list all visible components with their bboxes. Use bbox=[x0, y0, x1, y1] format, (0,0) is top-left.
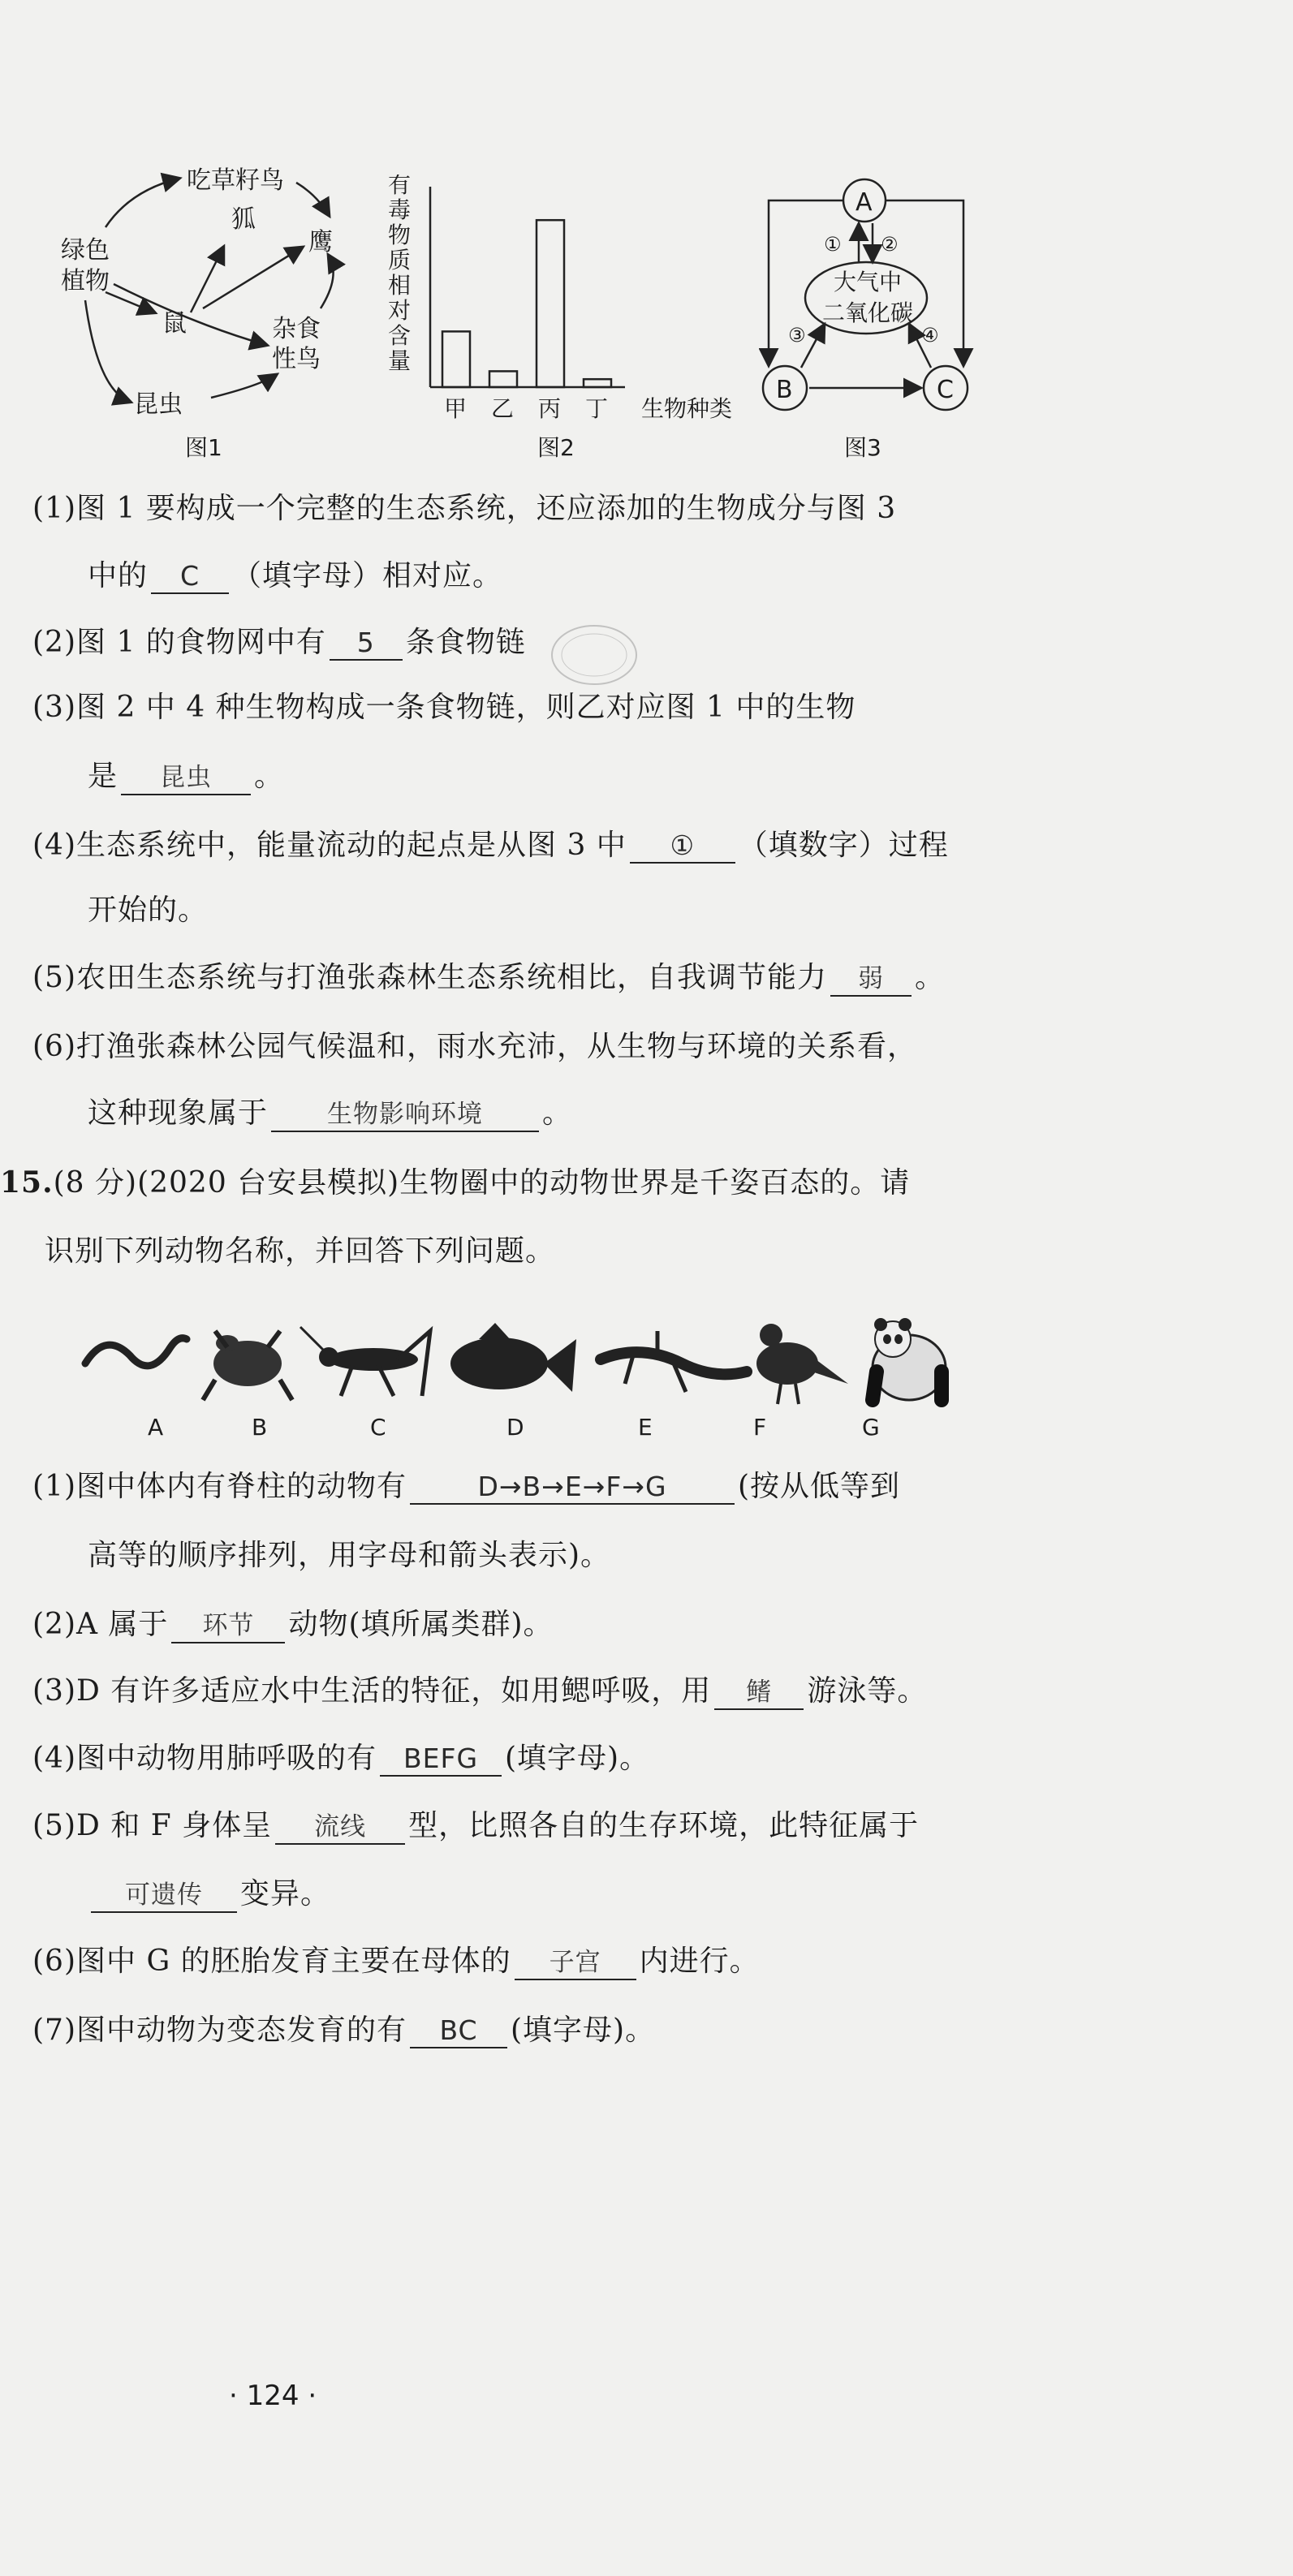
animal-label-f: F bbox=[753, 1414, 767, 1441]
q14-p4-text-a: (4)生态系统中，能量流动的起点是从图 3 中 bbox=[32, 829, 627, 862]
node-hawk: 鹰 bbox=[308, 228, 333, 256]
label-process-4: ④ bbox=[921, 324, 939, 347]
q15-p3-text-b: 游泳等。 bbox=[807, 1674, 928, 1708]
q14-p6-text-c: 。 bbox=[542, 1096, 573, 1130]
q15-p2-text-b: 动物(填所属类群)。 bbox=[288, 1608, 554, 1641]
node-omnivore-1: 杂食 bbox=[272, 315, 321, 343]
node-mouse: 鼠 bbox=[162, 309, 187, 338]
chart-category-label: 乙 bbox=[491, 395, 515, 422]
figure-1-food-web bbox=[49, 154, 373, 438]
q15-p5-answer2: 可遗传 bbox=[91, 1879, 237, 1913]
q15-p2-text-a: (2)A 属于 bbox=[32, 1608, 169, 1641]
q14-part6-line2 bbox=[88, 1096, 572, 1132]
label-process-2: ② bbox=[881, 233, 899, 256]
q15-p7-text-b: (填字母)。 bbox=[511, 2014, 656, 2047]
q15-part3 bbox=[32, 1674, 927, 1710]
q15-p3-answer: 鳍 bbox=[714, 1676, 804, 1710]
q14-p2-text-b: 条食物链 bbox=[405, 626, 526, 659]
salamander-icon bbox=[601, 1331, 747, 1392]
q15-intro-b: 识别下列动物名称，并回答下列问题。 bbox=[45, 1234, 556, 1268]
q15-p6-text-b: 内进行。 bbox=[639, 1945, 760, 1978]
animal-label-a: A bbox=[148, 1414, 164, 1441]
q15-p7-text-a: (7)图中动物为变态发育的有 bbox=[32, 2014, 407, 2047]
node-plants-2: 植物 bbox=[61, 267, 110, 295]
q14-p5-text-a: (5)农田生态系统与打渔张森林生态系统相比，自我调节能力 bbox=[32, 961, 827, 994]
pigeon-icon bbox=[756, 1324, 848, 1404]
figure-3-caption: 图3 bbox=[844, 434, 881, 461]
chart-ylabel-char: 物 bbox=[388, 222, 412, 248]
figure-1-caption: 图1 bbox=[185, 434, 222, 461]
node-plants-1: 绿色 bbox=[61, 236, 110, 265]
chart-xlabel: 生物种类 bbox=[641, 395, 733, 422]
q14-p1-answer: C bbox=[151, 560, 229, 594]
chart-bar bbox=[584, 379, 611, 387]
q14-p4-answer: ① bbox=[630, 829, 735, 864]
figure-2-bar-chart bbox=[381, 174, 787, 434]
animal-label-e: E bbox=[638, 1414, 653, 1441]
q14-part3-line2 bbox=[88, 759, 284, 795]
q14-p3-text-c: 。 bbox=[254, 760, 285, 793]
q15-p6-text-a: (6)图中 G 的胚胎发育主要在母体的 bbox=[32, 1945, 511, 1978]
q15-part7 bbox=[32, 2013, 655, 2048]
grasshopper-icon bbox=[300, 1327, 430, 1396]
chart-category-label: 甲 bbox=[444, 395, 468, 422]
q15-p2-answer: 环节 bbox=[171, 1609, 285, 1643]
q14-p3-answer: 昆虫 bbox=[121, 761, 251, 795]
q15-p1-answer: D→B→E→F→G bbox=[410, 1471, 735, 1505]
q15-part5-line2 bbox=[88, 1876, 330, 1913]
animal-silhouettes bbox=[73, 1315, 950, 1412]
q14-part6-line1 bbox=[32, 1029, 917, 1065]
node-fox: 狐 bbox=[231, 205, 256, 234]
q15-part5-line1 bbox=[32, 1808, 919, 1845]
q15-p1-text-a: (1)图中体内有脊柱的动物有 bbox=[32, 1470, 407, 1503]
q15-p1-text-b: (按从低等到 bbox=[738, 1470, 901, 1503]
q14-p1-text-a: (1)图 1 要构成一个完整的生态系统，还应添加的生物成分与图 3 bbox=[32, 492, 897, 525]
q15-part1-line1 bbox=[32, 1469, 900, 1505]
q14-part5 bbox=[32, 960, 945, 997]
q14-part3-line1 bbox=[32, 690, 856, 726]
animal-label-d: D bbox=[506, 1414, 524, 1441]
q15-p5-answer: 流线 bbox=[275, 1811, 405, 1845]
figure-2-caption: 图2 bbox=[537, 434, 575, 461]
q15-part6 bbox=[32, 1944, 760, 1980]
q14-p4-text-b: （填数字）过程 bbox=[738, 829, 949, 862]
frog-icon bbox=[203, 1331, 292, 1400]
node-insect: 昆虫 bbox=[134, 390, 183, 419]
q15-part1-line2 bbox=[88, 1538, 610, 1574]
chart-ylabel bbox=[388, 174, 411, 374]
q14-p6-text-a: (6)打渔张森林公园气候温和，雨水充沛，从生物与环境的关系看， bbox=[32, 1030, 917, 1063]
animal-images bbox=[73, 1315, 950, 1412]
q14-p3-text-b: 是 bbox=[88, 760, 119, 793]
chart-bar bbox=[537, 220, 564, 387]
chart-ylabel-char: 对 bbox=[388, 297, 412, 324]
q15-p7-answer: BC bbox=[410, 2014, 507, 2048]
q15-p4-text-a: (4)图中动物用肺呼吸的有 bbox=[32, 1742, 377, 1775]
chart-ylabel-char: 毒 bbox=[388, 196, 412, 223]
chart-ylabel-char: 相 bbox=[388, 272, 412, 299]
q15-intro-line2 bbox=[45, 1234, 555, 1269]
earthworm-icon bbox=[85, 1338, 187, 1366]
panda-icon bbox=[873, 1318, 946, 1400]
q14-part4-line2 bbox=[88, 893, 208, 928]
chart-ylabel-char: 量 bbox=[388, 347, 412, 374]
q15-p3-text-a: (3)D 有许多适应水中生活的特征，如用鳃呼吸，用 bbox=[32, 1674, 712, 1708]
node-bird: 吃草籽鸟 bbox=[187, 166, 284, 195]
q15-p4-answer: BEFG bbox=[380, 1742, 502, 1777]
page-number: · 124 · bbox=[229, 2380, 317, 2412]
carbon-cycle-diagram bbox=[759, 166, 986, 426]
q14-p1-text-b: 中的 bbox=[88, 559, 149, 592]
chart-ylabel-char: 质 bbox=[388, 247, 412, 274]
q14-p2-answer: 5 bbox=[330, 627, 403, 661]
q14-p5-answer: 弱 bbox=[830, 963, 912, 997]
q15-p4-text-b: (填字母)。 bbox=[505, 1742, 650, 1775]
q14-part4-line1 bbox=[32, 828, 949, 864]
q15-part2 bbox=[32, 1607, 554, 1643]
figure-3-carbon-cycle bbox=[759, 166, 986, 426]
chart-category-label: 丁 bbox=[585, 395, 609, 422]
q15-number: 15. bbox=[0, 1165, 54, 1200]
q14-p6-text-b: 这种现象属于 bbox=[88, 1096, 269, 1130]
q15-intro-a: (8 分)(2020 台安县模拟)生物圈中的动物世界是千姿百态的。请 bbox=[53, 1166, 911, 1200]
q15-p5-text-a: (5)D 和 F 身体呈 bbox=[32, 1809, 273, 1842]
q15-part4 bbox=[32, 1741, 649, 1777]
animal-label-b: B bbox=[252, 1414, 268, 1441]
chart-bar bbox=[489, 371, 517, 387]
chart-ylabel-char: 有 bbox=[388, 174, 412, 198]
q14-p4-text-c: 开始的。 bbox=[88, 894, 209, 927]
animal-label-g: G bbox=[862, 1414, 880, 1441]
node-c: C bbox=[937, 376, 954, 404]
node-b: B bbox=[776, 376, 793, 404]
q15-p6-answer: 子宫 bbox=[515, 1946, 636, 1980]
chart-ylabel-char: 含 bbox=[388, 322, 412, 349]
q14-part1-line2 bbox=[88, 558, 502, 594]
chart-bar bbox=[442, 331, 470, 387]
q15-p1-text-c: 高等的顺序排列，用字母和箭头表示)。 bbox=[88, 1539, 611, 1572]
q14-p5-text-b: 。 bbox=[915, 961, 946, 994]
chart-category-label: 丙 bbox=[538, 395, 562, 422]
q14-p6-answer: 生物影响环境 bbox=[271, 1098, 539, 1132]
label-process-3: ③ bbox=[788, 324, 806, 347]
food-web-diagram bbox=[49, 154, 373, 438]
q14-part1-line1 bbox=[32, 491, 896, 527]
node-a: A bbox=[856, 188, 873, 217]
q15-p5-text-c: 变异。 bbox=[240, 1877, 331, 1910]
q15-p5-text-b: 型，比照各自的生存环境，此特征属于 bbox=[408, 1809, 920, 1842]
fish-icon bbox=[450, 1323, 576, 1392]
animal-label-c: C bbox=[370, 1414, 386, 1441]
toxin-bar-chart bbox=[381, 174, 787, 434]
node-center-2: 二氧化碳 bbox=[822, 299, 914, 326]
node-omnivore-2: 性鸟 bbox=[272, 345, 321, 373]
q14-part2 bbox=[32, 625, 526, 661]
label-process-1: ① bbox=[824, 233, 842, 256]
q15-intro-line1 bbox=[0, 1165, 910, 1201]
q14-p3-text-a: (3)图 2 中 4 种生物构成一条食物链，则乙对应图 1 中的生物 bbox=[32, 691, 856, 724]
node-center-1: 大气中 bbox=[834, 269, 903, 295]
q14-p2-text-a: (2)图 1 的食物网中有 bbox=[32, 626, 326, 659]
watermark-stamp bbox=[545, 618, 643, 691]
q14-p1-text-c: （填字母）相对应。 bbox=[232, 559, 503, 592]
